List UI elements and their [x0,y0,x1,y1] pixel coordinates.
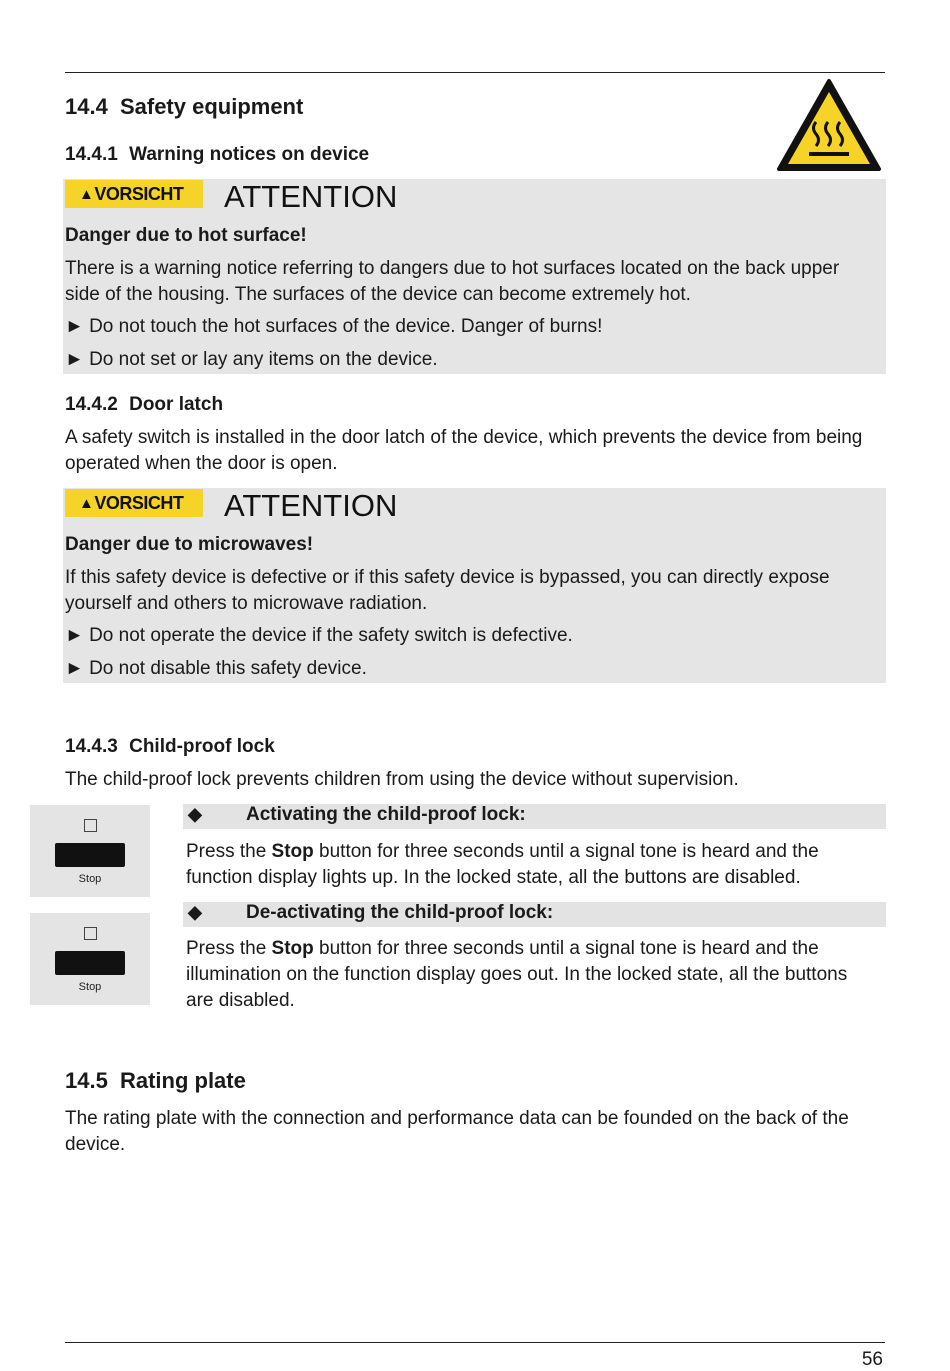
bottom-rule [65,1342,885,1343]
badge-label: VORSICHT [94,183,184,204]
text-post: button for three seconds until a signal tone is heard and the illumination on the function display goes out. In the locked state, all the buttons are disabled. [186,938,848,1011]
stop-button-graphic [55,843,125,867]
section-heading-14-5 [65,1068,246,1094]
stop-button-graphic [55,951,125,975]
hot-surface-warning-icon [776,78,882,172]
subsection-number: 14.4.1 [65,144,118,165]
vorsicht-badge [65,180,203,208]
instruction-item: ► Do not operate the device if the safety switch is defective. [65,625,573,646]
badge-label: VORSICHT [94,492,184,513]
section-heading-14-4 [65,94,303,120]
section-title: Rating plate [119,1068,246,1093]
stop-label: Stop [78,981,102,993]
warning-triangle-icon: ▲ [79,494,94,512]
danger-text: If this safety device is defective or if this safety device is bypassed, you can directly expose yourself and others to microwave radiation. [65,567,830,614]
subsection-number: 14.4.2 [65,394,118,415]
child-lock-text: The child-proof lock prevents children from using the device without supervision. [65,769,739,790]
top-rule [65,72,885,73]
warning-box-microwaves [63,488,886,683]
page-number: 56 [861,1349,883,1370]
diamond-bullet-icon: ◆ [188,804,202,824]
text-pre: Press the [186,841,272,862]
section-number: 14.5 [65,1068,108,1093]
activate-heading-text: Activating the child-proof lock: [246,804,526,825]
control-panel-illustration [30,805,150,897]
signal-word: ATTENTION [224,488,398,523]
text-pre: Press the [186,938,272,959]
diamond-bullet-icon: ◆ [188,902,202,922]
deactivate-heading [183,902,886,927]
door-latch-text: A safety switch is installed in the door latch of the device, which prevents the device from being operated when the door is open. [65,427,863,474]
vorsicht-badge [65,489,203,517]
instruction-item: ► Do not touch the hot surfaces of the device. Danger of burns! [65,316,603,337]
subsection-heading-14-4-1 [65,144,369,166]
indicator-square-icon [84,927,97,940]
indicator-square-icon [84,819,97,832]
stop-keyword: Stop [271,938,314,959]
deactivate-heading-text: De-activating the child-proof lock: [246,902,554,923]
activate-text [186,839,876,891]
rating-plate-text: The rating plate with the connection and performance data can be founded on the back of the device. [65,1108,849,1155]
warning-box-hot-surface [63,179,886,374]
subsection-number: 14.4.3 [65,736,118,757]
stop-keyword: Stop [271,841,314,862]
subsection-title: Door latch [129,394,224,415]
subsection-heading-14-4-3 [65,736,275,758]
subsection-heading-14-4-2 [65,394,223,416]
activate-heading [183,804,886,829]
warning-triangle-icon: ▲ [79,185,94,203]
deactivate-text [186,936,876,1014]
instruction-item: ► Do not disable this safety device. [65,658,367,679]
section-title: Safety equipment [119,94,304,119]
text-post: button for three seconds until a signal tone is heard and the function display lights up. In the locked state, all the buttons are disabled. [186,841,819,888]
danger-heading: Danger due to hot surface! [65,225,307,246]
stop-label: Stop [78,873,102,885]
control-panel-illustration [30,913,150,1005]
subsection-title: Child-proof lock [129,736,275,757]
danger-text: There is a warning notice referring to dangers due to hot surfaces located on the back upper side of the housing. The surfaces of the device can become extremely hot. [65,258,840,305]
signal-word: ATTENTION [224,179,398,214]
danger-heading: Danger due to microwaves! [65,534,314,555]
section-number: 14.4 [65,94,108,119]
subsection-title: Warning notices on device [129,144,370,165]
instruction-item: ► Do not set or lay any items on the device. [65,349,438,370]
